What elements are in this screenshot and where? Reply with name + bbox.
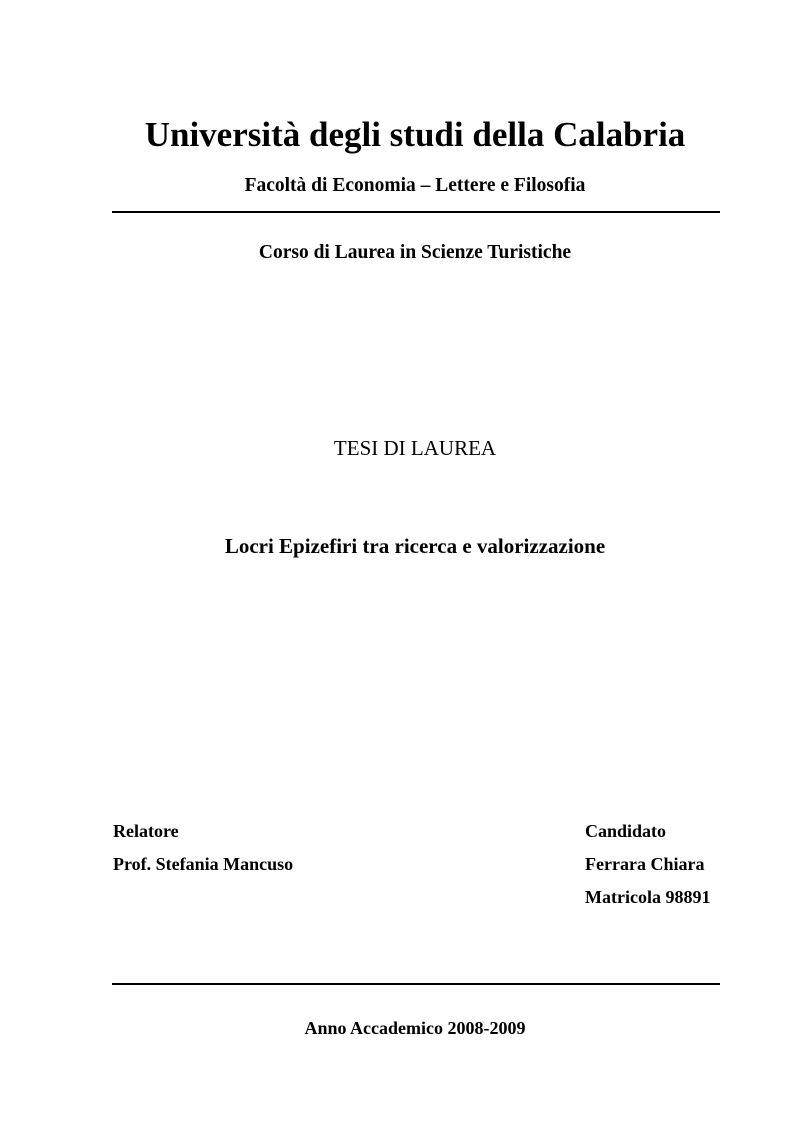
academic-year: Anno Accademico 2008-2009 bbox=[304, 1018, 526, 1038]
course-name: Corso di Laurea in Scienze Turistiche bbox=[258, 242, 572, 263]
university-name: Università degli studi della Calabria bbox=[144, 115, 686, 154]
candidate-name: Ferrara Chiara bbox=[585, 854, 705, 874]
candidate-heading: Candidato bbox=[585, 821, 667, 841]
supervisor-name: Prof. Stefania Mancuso bbox=[113, 854, 294, 874]
thesis-label: TESI DI LAUREA bbox=[333, 436, 497, 460]
candidate-block bbox=[585, 820, 710, 919]
bottom-divider bbox=[112, 983, 720, 985]
thesis-title: Locri Epizefiri tra ricerca e valorizzazione bbox=[224, 534, 606, 558]
supervisor-block bbox=[113, 820, 293, 886]
supervisor-heading: Relatore bbox=[113, 821, 179, 841]
candidate-matricola: Matricola 98891 bbox=[585, 887, 711, 907]
faculty-name: Facoltà di Economia – Lettere e Filosofia bbox=[244, 175, 586, 196]
top-divider bbox=[112, 211, 720, 213]
